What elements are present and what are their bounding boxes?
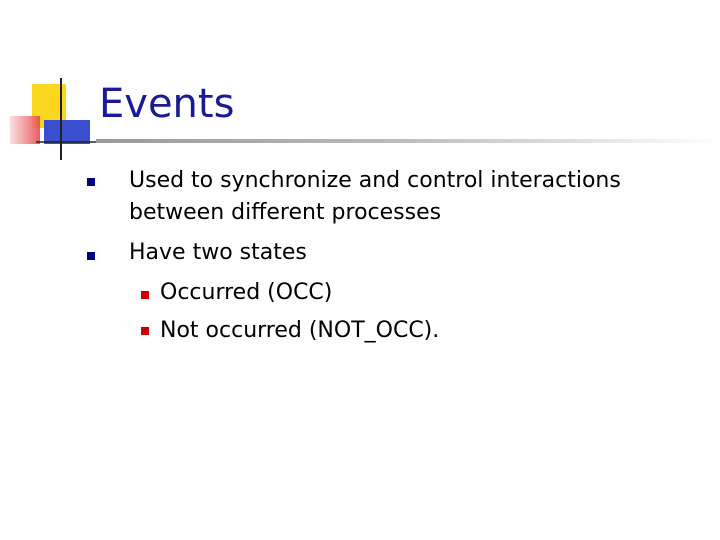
slide-title: Events	[99, 81, 235, 127]
sub-bullet-icon	[141, 291, 149, 299]
sub-bullet-icon	[141, 327, 149, 335]
bullet-icon	[87, 252, 95, 260]
bullet-text-line: between different processes	[129, 200, 442, 225]
bullet-icon	[87, 178, 95, 186]
sub-bullet-text: Occurred (OCC)	[160, 280, 333, 305]
sub-bullet-text: Not occurred (NOT_OCC).	[160, 318, 440, 343]
bullet-text-line: Have two states	[129, 240, 307, 265]
bullet-text-line: Used to synchronize and control interactions	[129, 168, 621, 193]
